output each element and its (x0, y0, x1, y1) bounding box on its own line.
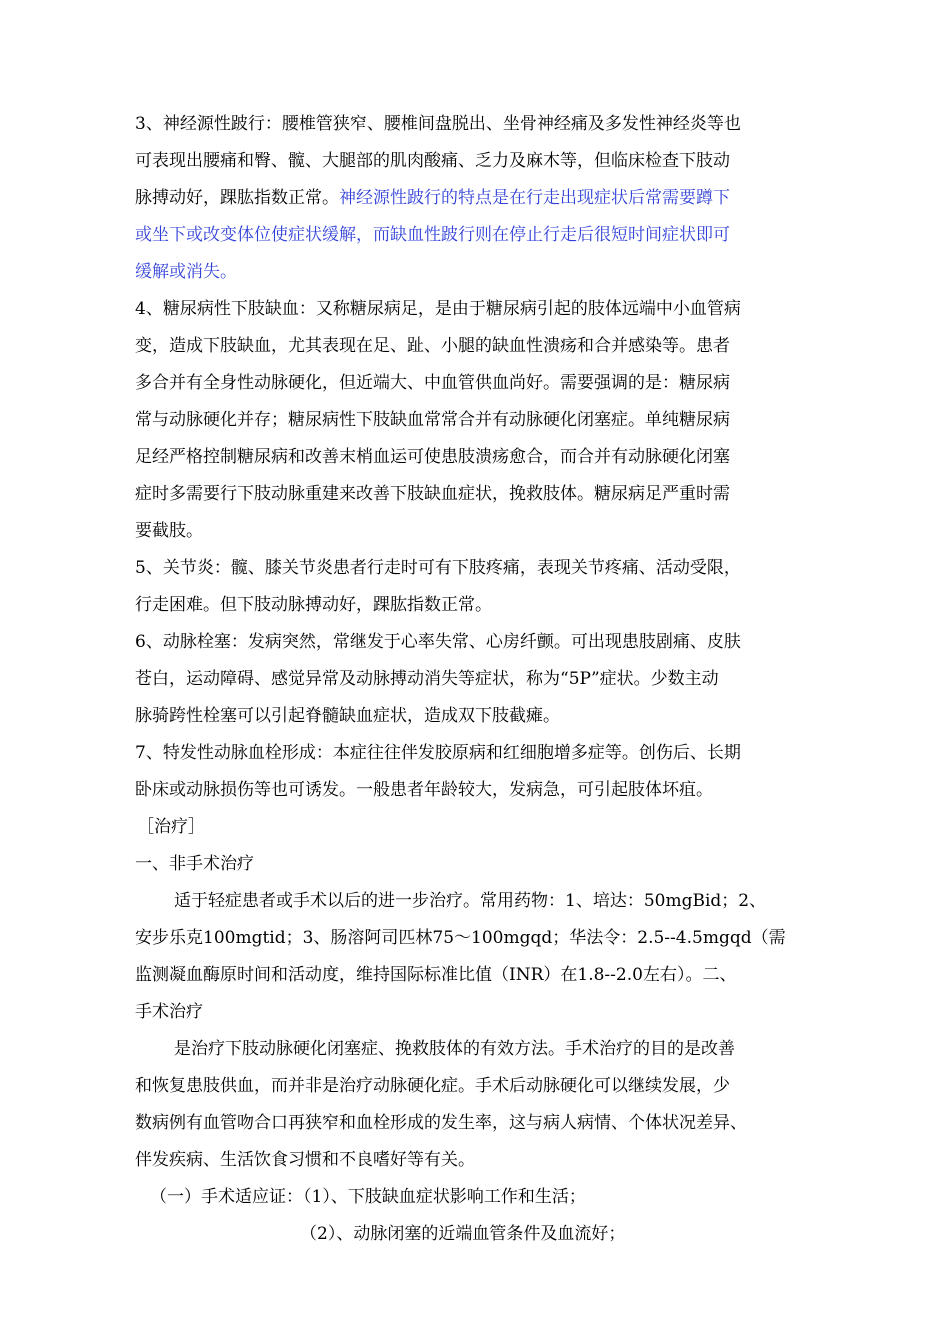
indication-line: （一）手术适应证：（1）、下肢缺血症状影响工作和生活； (150, 1187, 586, 1207)
paragraph-line: 行走困难。但下肢动脉搏动好，踝肱指数正常。 (135, 595, 492, 615)
subsection-heading: 手术治疗 (135, 1002, 203, 1022)
highlighted-line: 或坐下或改变体位使症状缓解，而缺血性跛行则在停止行走后很短时间症状即可 (135, 225, 730, 245)
paragraph-line-mixed (135, 186, 730, 210)
highlighted-line: 缓解或消失。 (135, 262, 237, 282)
section-heading-treatment: ［治疗］ (137, 817, 205, 837)
paragraph-line: 7、特发性动脉血栓形成：本症往往伴发胶原病和红细胞增多症等。创伤后、长期 (135, 743, 741, 763)
indication-line: （2）、动脉闭塞的近端血管条件及血流好； (300, 1224, 626, 1244)
paragraph-line: 监测凝血酶原时间和活动度，维持国际标准比值（INR）在1.8--2.0左右）。二、 (135, 965, 737, 985)
paragraph-line: 6、动脉栓塞：发病突然，常继发于心率失常、心房纤颤。可出现患肢剧痛、皮肤 (135, 632, 741, 652)
paragraph-text: 脉搏动好，踝肱指数正常。 (135, 188, 339, 208)
paragraph-line: 伴发疾病、生活饮食习惯和不良嗜好等有关。 (135, 1150, 475, 1170)
paragraph-line: 适于轻症患者或手术以后的进一步治疗。常用药物：1、培达：50mgBid；2、 (174, 891, 767, 911)
paragraph-line: 5、关节炎：髋、膝关节炎患者行走时可有下肢疼痛，表现关节疼痛、活动受限， (135, 558, 741, 578)
paragraph-line: 是治疗下肢动脉硬化闭塞症、挽救肢体的有效方法。手术治疗的目的是改善 (174, 1039, 735, 1059)
paragraph-line: 变，造成下肢缺血，尤其表现在足、趾、小腿的缺血性溃疡和合并感染等。患者 (135, 336, 730, 356)
paragraph-line: 3、神经源性跛行：腰椎管狭窄、腰椎间盘脱出、坐骨神经痛及多发性神经炎等也 (135, 114, 741, 134)
paragraph-line: 常与动脉硬化并存；糖尿病性下肢缺血常常合并有动脉硬化闭塞症。单纯糖尿病 (135, 410, 730, 430)
paragraph-line: 脉骑跨性栓塞可以引起脊髓缺血症状，造成双下肢截瘫。 (135, 706, 560, 726)
paragraph-line: 卧床或动脉损伤等也可诱发。一般患者年龄较大，发病急，可引起肢体坏疽。 (135, 780, 713, 800)
paragraph-line: 可表现出腰痛和臀、髋、大腿部的肌肉酸痛、乏力及麻木等，但临床检查下肢动 (135, 151, 730, 171)
paragraph-line: 4、糖尿病性下肢缺血：又称糖尿病足，是由于糖尿病引起的肢体远端中小血管病 (135, 299, 741, 319)
paragraph-line: 数病例有血管吻合口再狭窄和血栓形成的发生率，这与病人病情、个体状况差异、 (135, 1113, 747, 1133)
paragraph-line: 安步乐克100mgtid；3、肠溶阿司匹林75～100mgqd；华法令：2.5--4.5mgqd（需 (135, 928, 786, 948)
paragraph-line: 多合并有全身性动脉硬化，但近端大、中血管供血尚好。需要强调的是：糖尿病 (135, 373, 730, 393)
paragraph-line: 要截肢。 (135, 521, 203, 541)
paragraph-line: 和恢复患肢供血，而并非是治疗动脉硬化症。手术后动脉硬化可以继续发展，少 (135, 1076, 730, 1096)
paragraph-line: 症时多需要行下肢动脉重建来改善下肢缺血症状，挽救肢体。糖尿病足严重时需 (135, 484, 730, 504)
subsection-heading: 一、非手术治疗 (135, 854, 254, 874)
paragraph-line: 苍白，运动障碍、感觉异常及动脉搏动消失等症状，称为“5P”症状。少数主动 (135, 669, 719, 689)
paragraph-line: 足经严格控制糖尿病和改善末梢血运可使患肢溃疡愈合，而合并有动脉硬化闭塞 (135, 447, 730, 467)
highlighted-text: 神经源性跛行的特点是在行走出现症状后常需要蹲下 (339, 188, 730, 208)
